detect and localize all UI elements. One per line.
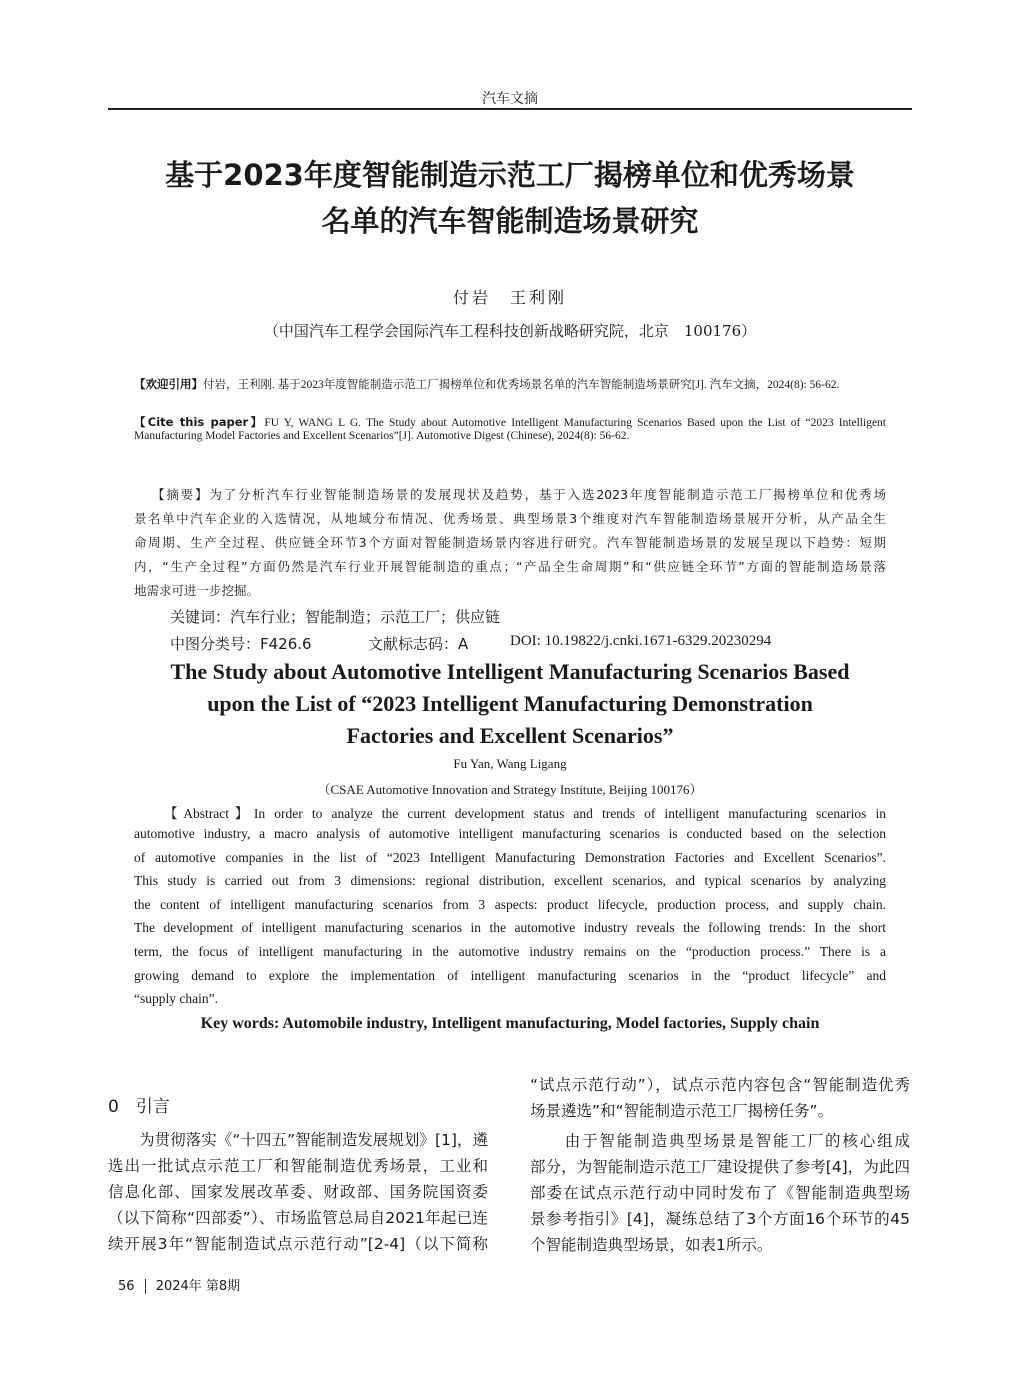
title-line: upon the List of “2023 Intelligent Manufacturing Demonstration: [207, 691, 813, 716]
title-line: 基于2023年度智能制造示范工厂揭榜单位和优秀场景: [165, 158, 855, 192]
body-line: （以下简称“四部委”）、市场监管总局自2021年起已连: [108, 1209, 488, 1227]
abstract-en-line: of automotive companies in the list of “2023 Intelligent Manufacturing Demonstration Factories and Excellent Scenarios”.: [134, 850, 886, 865]
page-number: 56: [118, 1279, 135, 1294]
clc-number: 中图分类号：F426.6: [170, 635, 312, 653]
english-authors: Fu Yan, Wang Ligang: [453, 756, 567, 771]
abstract-cn-line: 命周期、生产全过程、供应链全环节3个方面对智能制造场景内容进行研究。汽车智能制造场景的发展呈现以下趋势：短期: [134, 535, 886, 550]
footer-divider: [145, 1279, 146, 1294]
english-affiliation: （CSAE Automotive Innovation and Strategy Institute, Beijing 100176）: [317, 782, 703, 797]
body-line: 选出一批试点示范工厂和智能制造优秀场景，工业和: [108, 1157, 488, 1175]
title-line: 名单的汽车智能制造场景研究: [321, 204, 699, 238]
abstract-cn-line: 景名单中汽车企业的入选情况，从地域分布情况、优秀场景、典型场景3个维度对汽车智能制造场景展开分析，从产品全生: [134, 511, 886, 526]
citation-cn-text: 付岩，王利刚. 基于2023年度智能制造示范工厂揭榜单位和优秀场景名单的汽车智能制造场景研究[J]. 汽车文摘，2024(8): 56-62.: [203, 379, 840, 391]
body-line: 由于智能制造典型场景是智能工厂的核心组成: [530, 1132, 910, 1150]
abstract-en-line: automotive industry, a macro analysis of automotive intelligent manufacturing scenarios is conducted based on the selection: [134, 826, 886, 841]
issue-label: 2024年 第8期: [155, 1279, 241, 1294]
left-column: [108, 1127, 488, 1257]
doi: DOI: 10.19822/j.cnki.1671-6329.20230294: [510, 633, 772, 649]
body-line: 续开展3年“智能制造试点示范行动”[2-4]（以下简称: [108, 1235, 488, 1253]
journal-header: 汽车文摘: [482, 91, 538, 107]
document-code: 文献标志码：A: [368, 635, 469, 653]
body-line: 个智能制造典型场景，如表1所示。: [530, 1236, 773, 1254]
abstract-en-line: This study is carried out from 3 dimensions: regional distribution, excellent scenarios, and typical scenarios by analyzing: [134, 873, 886, 888]
paper-title: [60, 152, 960, 244]
header-rule: [108, 108, 912, 110]
keywords-cn: 关键词：汽车行业；智能制造；示范工厂；供应链: [170, 608, 501, 626]
abstract-en-line: term, the focus of intelligent manufacturing in the automotive industry remains on the “production process.” There is a: [134, 944, 886, 959]
citation-en: [134, 416, 886, 443]
authors: 付岩 王利刚: [452, 288, 567, 307]
body-line: “试点示范行动”），试点示范内容包含“智能制造优秀: [530, 1076, 910, 1094]
keywords-en: Key words: Automobile industry, Intelligent manufacturing, Model factories, Supply chain: [200, 1015, 820, 1032]
abstract-en-line: growing demand to explore the implementation of intelligent manufacturing scenarios in the “product lifecycle” and: [134, 968, 886, 983]
body-line: 景参考指引》[4]，凝练总结了3个方面16个环节的45: [530, 1210, 910, 1228]
body-line: 部委在试点示范行动中同时发布了《智能制造典型场: [530, 1184, 910, 1202]
abstract-en-line: “supply chain”.: [134, 991, 218, 1006]
abstract-en-line: the content of intelligent manufacturing scenarios from 3 aspects: product lifecycle, production process, and supply chain.: [134, 897, 886, 912]
body-line: 部分，为智能制造示范工厂建设提供了参考[4]，为此四: [530, 1158, 910, 1176]
section-heading: 0 引言: [108, 1097, 170, 1117]
right-column: [530, 1072, 910, 1258]
title-line: Factories and Excellent Scenarios”: [346, 723, 674, 748]
english-title: [60, 656, 960, 752]
affiliation: （中国汽车工程学会国际汽车工程科技创新战略研究院，北京 100176）: [263, 322, 757, 340]
body-line: 场景遴选”和“智能制造示范工厂揭榜任务”。: [530, 1102, 834, 1120]
abstract-cn-line: 【摘要】为了分析汽车行业智能制造场景的发展现状及趋势，基于入选2023年度智能制造示范工厂揭榜单位和优秀场: [152, 487, 886, 502]
citation-cn-label: 【欢迎引用】: [134, 377, 203, 391]
abstract-en-line: The development of intelligent manufacturing scenarios in the automotive industry reveals the following trends: In the short: [134, 920, 886, 935]
title-line: The Study about Automotive Intelligent Manufacturing Scenarios Based: [170, 659, 850, 684]
citation-en-text: FU Y, WANG L G. The Study about Automotive Intelligent Manufacturing Scenarios Based upon the List of “2023 Intelligent Manufacturing Model Factories and Excellent Scenarios”[J]. Automotive Digest (Chinese), 2024(8): 56-62.: [134, 417, 886, 442]
footer: [118, 1275, 240, 1294]
citation-en-label: 【Cite this paper】: [134, 415, 265, 429]
body-line: 为贯彻落实《“十四五”智能制造发展规划》[1]，遴: [108, 1131, 488, 1149]
body-line: 信息化部、国家发展改革委、财政部、国务院国资委: [108, 1183, 488, 1201]
abstract-en-line: 【Abstract】In order to analyze the current development status and trends of intelligent manufacturing scenarios in: [164, 806, 886, 821]
abstract-cn-line: 地需求可进一步挖掘。: [134, 583, 260, 598]
abstract-cn-line: 内，“生产全过程”方面仍然是汽车行业开展智能制造的重点；“产品全生命周期”和“供应链全环节”方面的智能制造场景落: [134, 559, 886, 574]
citation-cn: [134, 378, 886, 392]
